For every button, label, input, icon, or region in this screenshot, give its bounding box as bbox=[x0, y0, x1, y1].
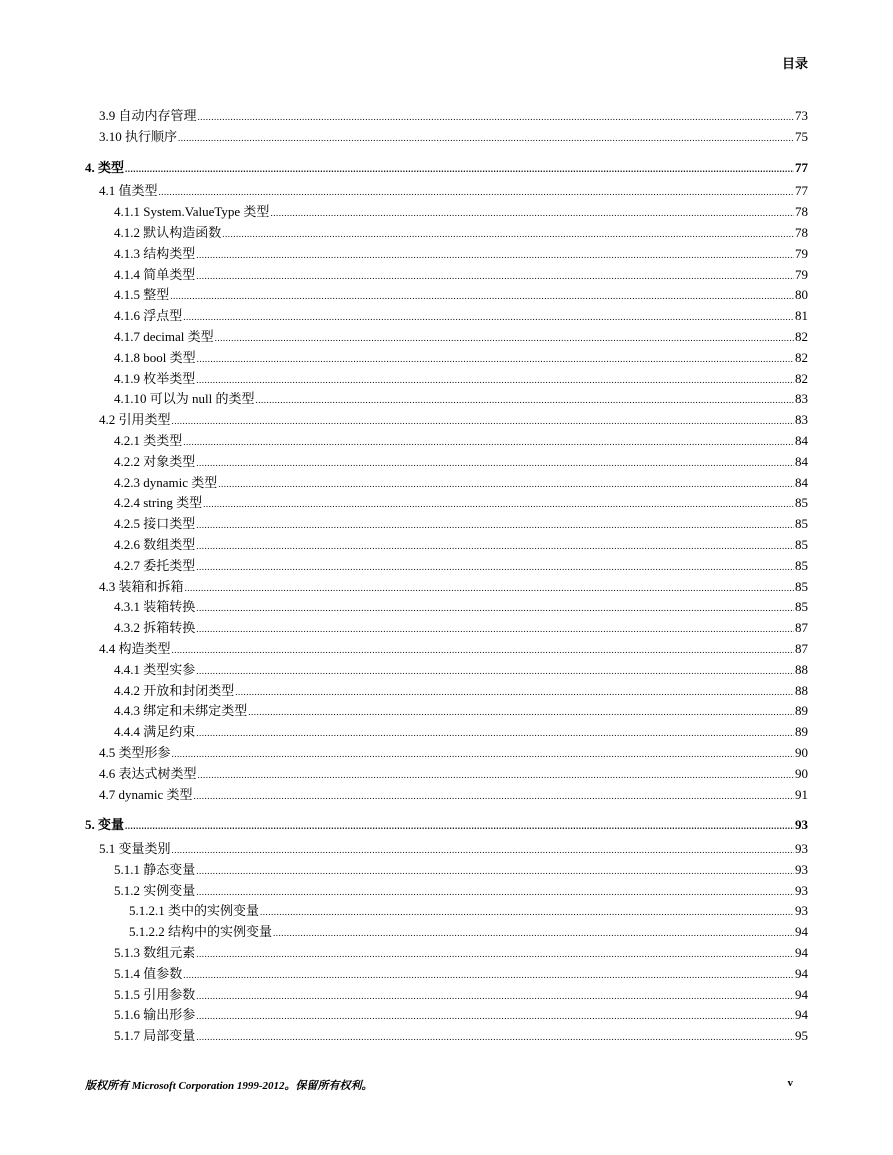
toc-entry-page: 90 bbox=[795, 765, 808, 781]
toc-entry-page: 75 bbox=[795, 128, 808, 144]
page-footer bbox=[85, 1077, 808, 1093]
toc-entry-label: 5. 变量 bbox=[85, 817, 125, 833]
toc-entry[interactable] bbox=[85, 244, 808, 265]
toc-entry-page: 89 bbox=[795, 703, 808, 719]
toc-entry[interactable] bbox=[85, 597, 808, 618]
toc-entry[interactable] bbox=[85, 815, 808, 836]
table-of-contents bbox=[85, 106, 808, 1047]
toc-entry-page: 84 bbox=[795, 453, 808, 469]
toc-leader-dots bbox=[215, 328, 794, 349]
toc-entry-label: 5.1.1 静态变量 bbox=[114, 861, 196, 877]
toc-entry-page: 73 bbox=[795, 108, 808, 123]
toc-entry[interactable] bbox=[85, 1026, 808, 1047]
toc-leader-dots bbox=[248, 702, 794, 723]
toc-leader-dots bbox=[196, 536, 794, 557]
toc-leader-dots bbox=[170, 286, 794, 307]
toc-leader-dots bbox=[178, 128, 794, 149]
toc-entry-page: 94 bbox=[795, 924, 808, 940]
toc-entry-page: 77 bbox=[795, 159, 808, 175]
toc-entry-label: 4.3 装箱和拆箱 bbox=[99, 578, 184, 594]
toc-entry[interactable] bbox=[85, 431, 808, 452]
toc-leader-dots bbox=[196, 557, 794, 578]
footer-page-number: v bbox=[787, 1077, 793, 1089]
toc-entry-label: 4.1 值类型 bbox=[99, 183, 158, 199]
toc-entry[interactable] bbox=[85, 181, 808, 202]
toc-entry-label: 4.4.2 开放和封闭类型 bbox=[114, 682, 235, 698]
toc-entry[interactable] bbox=[85, 410, 808, 431]
toc-entry-label: 4.2.2 对象类型 bbox=[114, 453, 196, 469]
toc-entry-label: 4.5 类型形参 bbox=[99, 744, 171, 760]
toc-leader-dots bbox=[196, 986, 794, 1007]
toc-entry-label: 5.1.7 局部变量 bbox=[114, 1028, 196, 1044]
toc-entry-label: 5.1.2.1 类中的实例变量 bbox=[129, 903, 260, 919]
toc-entry-label: 4.1.5 整型 bbox=[114, 287, 170, 303]
toc-entry-page: 78 bbox=[795, 224, 808, 240]
toc-leader-dots bbox=[198, 765, 794, 786]
toc-entry[interactable] bbox=[85, 901, 808, 922]
toc-leader-dots bbox=[183, 307, 794, 328]
toc-entry-label: 5.1.3 数组元素 bbox=[114, 945, 196, 961]
toc-entry[interactable] bbox=[85, 743, 808, 764]
toc-entry-label: 4.4.3 绑定和未绑定类型 bbox=[114, 703, 248, 719]
toc-leader-dots bbox=[196, 370, 794, 391]
toc-entry[interactable] bbox=[85, 158, 808, 179]
toc-entry-page: 85 bbox=[795, 578, 808, 594]
toc-entry[interactable] bbox=[85, 514, 808, 535]
toc-entry-label: 4.1.4 简单类型 bbox=[114, 266, 196, 282]
toc-leader-dots bbox=[183, 432, 794, 453]
toc-entry-page: 94 bbox=[795, 945, 808, 961]
toc-entry[interactable] bbox=[85, 223, 808, 244]
page-header-title: 目录 bbox=[781, 56, 808, 71]
toc-leader-dots bbox=[159, 182, 794, 203]
toc-leader-dots bbox=[196, 453, 794, 474]
toc-entry-page: 87 bbox=[795, 620, 808, 636]
toc-leader-dots bbox=[196, 266, 794, 287]
toc-entry-label: 4.2.4 string 类型 bbox=[114, 495, 203, 511]
toc-entry-label: 4.7 dynamic 类型 bbox=[99, 786, 193, 802]
toc-leader-dots bbox=[196, 619, 794, 640]
toc-leader-dots bbox=[270, 203, 794, 224]
toc-entry-page: 80 bbox=[795, 287, 808, 303]
toc-entry-page: 85 bbox=[795, 557, 808, 573]
toc-leader-dots bbox=[196, 882, 794, 903]
toc-entry[interactable] bbox=[85, 881, 808, 902]
toc-leader-dots bbox=[196, 598, 794, 619]
toc-entry[interactable] bbox=[85, 618, 808, 639]
toc-entry-label: 4.2.1 类类型 bbox=[114, 432, 183, 448]
toc-entry-page: 93 bbox=[795, 882, 808, 898]
toc-entry-page: 88 bbox=[795, 682, 808, 698]
toc-leader-dots bbox=[196, 723, 794, 744]
toc-entry[interactable] bbox=[85, 681, 808, 702]
toc-entry-page: 78 bbox=[795, 204, 808, 220]
toc-entry-page: 93 bbox=[795, 861, 808, 877]
toc-entry[interactable] bbox=[85, 556, 808, 577]
toc-entry-label: 4.1.10 可以为 null 的类型 bbox=[114, 391, 255, 407]
toc-entry-page: 89 bbox=[795, 724, 808, 740]
toc-entry[interactable] bbox=[85, 452, 808, 473]
toc-entry-label: 4.3.2 拆箱转换 bbox=[114, 620, 196, 636]
toc-leader-dots bbox=[260, 902, 794, 923]
toc-leader-dots bbox=[235, 682, 794, 703]
toc-entry[interactable] bbox=[85, 306, 808, 327]
toc-entry-page: 95 bbox=[795, 1028, 808, 1044]
toc-entry[interactable] bbox=[85, 577, 808, 598]
toc-entry[interactable] bbox=[85, 535, 808, 556]
toc-entry[interactable] bbox=[85, 389, 808, 410]
toc-entry-label: 4.3.1 装箱转换 bbox=[114, 599, 196, 615]
toc-entry-page: 90 bbox=[795, 744, 808, 760]
toc-leader-dots bbox=[198, 107, 794, 128]
toc-leader-dots bbox=[172, 411, 794, 432]
toc-entry-page: 85 bbox=[795, 516, 808, 532]
toc-entry-page: 93 bbox=[795, 903, 808, 919]
toc-leader-dots bbox=[196, 861, 794, 882]
toc-entry-label: 4.1.1 System.ValueType 类型 bbox=[114, 204, 270, 220]
toc-entry-label: 5.1 变量类别 bbox=[99, 841, 171, 857]
toc-entry-page: 94 bbox=[795, 965, 808, 981]
toc-entry-page: 93 bbox=[795, 817, 808, 833]
toc-leader-dots bbox=[172, 840, 794, 861]
toc-entry-page: 79 bbox=[795, 266, 808, 282]
toc-entry-page: 84 bbox=[795, 432, 808, 448]
toc-entry-page: 83 bbox=[795, 412, 808, 428]
toc-entry-label: 5.1.6 输出形参 bbox=[114, 1007, 196, 1023]
toc-leader-dots bbox=[185, 578, 794, 599]
toc-entry-label: 5.1.2 实例变量 bbox=[114, 882, 196, 898]
toc-entry-page: 85 bbox=[795, 536, 808, 552]
toc-leader-dots bbox=[196, 1027, 794, 1048]
toc-entry[interactable] bbox=[85, 202, 808, 223]
toc-leader-dots bbox=[218, 474, 794, 495]
toc-entry[interactable] bbox=[85, 265, 808, 286]
toc-leader-dots bbox=[197, 349, 794, 370]
toc-leader-dots bbox=[222, 224, 794, 245]
toc-entry-page: 91 bbox=[795, 786, 808, 802]
toc-entry-label: 4.1.3 结构类型 bbox=[114, 245, 196, 261]
toc-entry-page: 85 bbox=[795, 495, 808, 511]
toc-entry-label: 5.1.5 引用参数 bbox=[114, 986, 196, 1002]
toc-entry-label: 3.9 自动内存管理 bbox=[99, 108, 197, 123]
toc-leader-dots bbox=[196, 245, 794, 266]
toc-entry-label: 4.1.8 bool 类型 bbox=[114, 349, 196, 365]
toc-leader-dots bbox=[196, 661, 794, 682]
toc-entry[interactable] bbox=[85, 473, 808, 494]
toc-entry-page: 84 bbox=[795, 474, 808, 490]
toc-entry[interactable] bbox=[85, 493, 808, 514]
toc-entry-label: 4.6 表达式树类型 bbox=[99, 765, 197, 781]
toc-entry-page: 79 bbox=[795, 245, 808, 261]
toc-entry-page: 94 bbox=[795, 1007, 808, 1023]
toc-entry[interactable] bbox=[85, 964, 808, 985]
toc-entry-page: 82 bbox=[795, 328, 808, 344]
toc-entry-page: 87 bbox=[795, 640, 808, 656]
toc-entry-label: 4.1.2 默认构造函数 bbox=[114, 224, 222, 240]
toc-entry-label: 4.1.9 枚举类型 bbox=[114, 370, 196, 386]
toc-entry[interactable] bbox=[85, 106, 808, 127]
toc-entry[interactable] bbox=[85, 285, 808, 306]
toc-entry-page: 88 bbox=[795, 661, 808, 677]
toc-entry-page: 83 bbox=[795, 391, 808, 407]
toc-entry-label: 5.1.4 值参数 bbox=[114, 965, 183, 981]
toc-leader-dots bbox=[203, 494, 794, 515]
toc-entry[interactable] bbox=[85, 764, 808, 785]
toc-entry-label: 4.4 构造类型 bbox=[99, 640, 171, 656]
toc-entry-label: 4.1.6 浮点型 bbox=[114, 308, 183, 324]
toc-entry-page: 77 bbox=[795, 183, 808, 199]
toc-entry-page: 94 bbox=[795, 986, 808, 1002]
toc-entry[interactable] bbox=[85, 785, 808, 806]
toc-entry-page: 82 bbox=[795, 370, 808, 386]
toc-entry[interactable] bbox=[85, 701, 808, 722]
toc-entry-label: 4.4.4 满足约束 bbox=[114, 724, 196, 740]
copyright-notice: 版权所有 Microsoft Corporation 1999-2012。保留所有权利。 bbox=[85, 1080, 373, 1092]
toc-leader-dots bbox=[125, 159, 794, 180]
toc-leader-dots bbox=[194, 786, 794, 807]
toc-leader-dots bbox=[273, 923, 794, 944]
toc-entry[interactable] bbox=[85, 839, 808, 860]
toc-entry-label: 4. 类型 bbox=[85, 159, 125, 175]
toc-entry[interactable] bbox=[85, 348, 808, 369]
toc-entry[interactable] bbox=[85, 127, 808, 148]
toc-leader-dots bbox=[196, 944, 794, 965]
toc-entry[interactable] bbox=[85, 327, 808, 348]
toc-entry-page: 93 bbox=[795, 841, 808, 857]
toc-entry[interactable] bbox=[85, 860, 808, 881]
toc-entry[interactable] bbox=[85, 985, 808, 1006]
toc-leader-dots bbox=[172, 640, 794, 661]
toc-entry[interactable] bbox=[85, 1005, 808, 1026]
toc-leader-dots bbox=[196, 515, 794, 536]
toc-entry[interactable] bbox=[85, 369, 808, 390]
toc-entry[interactable] bbox=[85, 943, 808, 964]
toc-leader-dots bbox=[196, 1006, 794, 1027]
toc-entry-label: 4.2.3 dynamic 类型 bbox=[114, 474, 218, 490]
toc-entry-label: 4.2.5 接口类型 bbox=[114, 516, 196, 532]
toc-entry-label: 4.2 引用类型 bbox=[99, 412, 171, 428]
toc-entry[interactable] bbox=[85, 660, 808, 681]
toc-entry[interactable] bbox=[85, 722, 808, 743]
toc-entry-label: 5.1.2.2 结构中的实例变量 bbox=[129, 924, 273, 940]
toc-entry-label: 4.1.7 decimal 类型 bbox=[114, 328, 214, 344]
toc-leader-dots bbox=[125, 816, 794, 837]
toc-entry-page: 81 bbox=[795, 308, 808, 324]
toc-entry-label: 4.4.1 类型实参 bbox=[114, 661, 196, 677]
toc-leader-dots bbox=[255, 390, 794, 411]
toc-entry-page: 82 bbox=[795, 349, 808, 365]
toc-leader-dots bbox=[183, 965, 794, 986]
toc-entry[interactable] bbox=[85, 922, 808, 943]
toc-entry[interactable] bbox=[85, 639, 808, 660]
toc-entry-label: 3.10 执行顺序 bbox=[99, 128, 178, 144]
toc-entry-page: 85 bbox=[795, 599, 808, 615]
toc-entry-label: 4.2.6 数组类型 bbox=[114, 536, 196, 552]
toc-entry-label: 4.2.7 委托类型 bbox=[114, 557, 196, 573]
toc-leader-dots bbox=[172, 744, 794, 765]
